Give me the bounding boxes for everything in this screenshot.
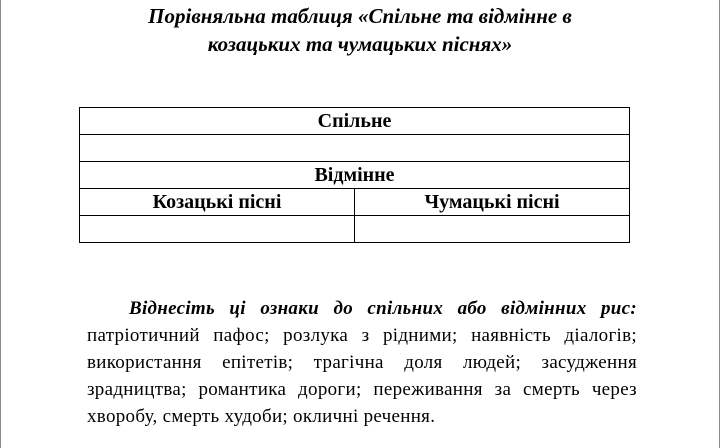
column-header-chumak-songs: Чумацькі пісні (355, 189, 630, 216)
table-row-values (80, 216, 630, 243)
different-header-cell: Відмінне (80, 162, 630, 189)
common-value-cell[interactable] (80, 135, 630, 162)
task-paragraph (87, 295, 637, 430)
task-lead: Віднесіть ці ознаки до спільних або відмінних рис: (129, 298, 637, 319)
title-line-1: Порівняльна таблиця «Спільне та відмінне в (148, 4, 572, 28)
table-row-column-headers (80, 189, 630, 216)
document-title (1, 2, 719, 58)
table-row-common-value (80, 135, 630, 162)
task-text: патріотичний пафос; розлука з рідними; наявність діалогів; використання епітетів; трагічна доля людей; засудження зрадництва; романтика дороги; переживання за смерть через хворобу, смерть худоби; окличні речення. (87, 325, 637, 427)
chumak-songs-value-cell[interactable] (355, 216, 630, 243)
table-row-common-header (80, 108, 630, 135)
column-header-cossack-songs: Козацькі пісні (80, 189, 355, 216)
common-header-cell: Спільне (80, 108, 630, 135)
title-line-2: козацьких та чумацьких піснях» (207, 32, 513, 56)
cossack-songs-value-cell[interactable] (80, 216, 355, 243)
table-row-different-header (80, 162, 630, 189)
comparison-table (79, 107, 630, 243)
